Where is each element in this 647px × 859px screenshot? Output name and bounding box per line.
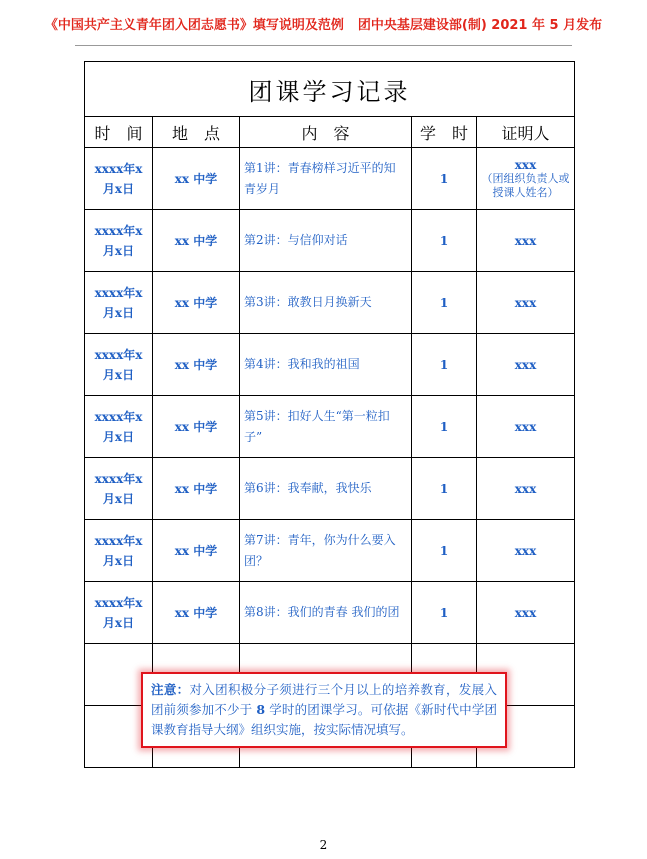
content-cell: 第3讲：敢教日月换新天 [240, 272, 412, 334]
table-row [85, 520, 575, 582]
date-cell: xxxx年x 月x日 [85, 148, 153, 210]
column-header-witness: 证明人 [477, 117, 575, 148]
note-label: 注意： [151, 682, 190, 697]
note-text-1: 对入团积极分子须进行三个月以上的培养教育，发展入团前须参加不少于 [151, 682, 497, 717]
table-row [85, 582, 575, 644]
document-header [0, 14, 647, 33]
place-cell: xx 中学 [153, 334, 240, 396]
content-cell: 第6讲：我奉献，我快乐 [240, 458, 412, 520]
table-title: 团课学习记录 [85, 62, 575, 117]
date-cell: xxxx年x 月x日 [85, 210, 153, 272]
content-cell: 第2讲：与信仰对话 [240, 210, 412, 272]
content-cell: 第1讲：青春榜样习近平的知青岁月 [240, 148, 412, 210]
date-cell: xxxx年x 月x日 [85, 334, 153, 396]
table-row [85, 148, 575, 210]
hours-cell: 1 [412, 334, 477, 396]
hours-cell: 1 [412, 582, 477, 644]
hours-cell: 1 [412, 520, 477, 582]
content-cell: 第5讲：扣好人生“第一粒扣子” [240, 396, 412, 458]
table-row [85, 458, 575, 520]
hours-cell: 1 [412, 272, 477, 334]
content-cell: 第7讲：青年，你为什么要入团？ [240, 520, 412, 582]
date-cell: xxxx年x 月x日 [85, 458, 153, 520]
header-publisher: 团中央基层建设部(制) 2021 年 5 月发布 [357, 18, 603, 33]
witness-cell: xxx （团组织负责人或授课人姓名） [477, 148, 575, 210]
column-header-content: 内 容 [240, 117, 412, 148]
place-cell: xx 中学 [153, 272, 240, 334]
hours-cell: 1 [412, 210, 477, 272]
place-cell: xx 中学 [153, 458, 240, 520]
witness-cell: xxx [477, 272, 575, 334]
table-row [85, 272, 575, 334]
note-text-2: 学时的团课学习。可依据《新时代中学团课教育指导大纲》组织实施，按实际情况填写。 [151, 702, 497, 737]
header-rule [75, 45, 572, 46]
content-cell: 第4讲：我和我的祖国 [240, 334, 412, 396]
column-header-time: 时 间 [85, 117, 153, 148]
header-title: 《中国共产主义青年团入团志愿书》填写说明及范例 [44, 18, 344, 33]
place-cell: xx 中学 [153, 582, 240, 644]
witness-cell: xxx [477, 396, 575, 458]
hours-cell: 1 [412, 396, 477, 458]
column-header-place: 地 点 [153, 117, 240, 148]
table-row [85, 210, 575, 272]
date-cell: xxxx年x 月x日 [85, 582, 153, 644]
hours-cell: 1 [412, 148, 477, 210]
witness-cell: xxx [477, 458, 575, 520]
attention-note [141, 672, 507, 748]
date-cell: xxxx年x 月x日 [85, 520, 153, 582]
place-cell: xx 中学 [153, 148, 240, 210]
column-header-hours: 学 时 [412, 117, 477, 148]
hours-cell: 1 [412, 458, 477, 520]
date-cell: xxxx年x 月x日 [85, 396, 153, 458]
witness-cell: xxx [477, 334, 575, 396]
place-cell: xx 中学 [153, 520, 240, 582]
page-number: 2 [319, 838, 328, 852]
table-row [85, 334, 575, 396]
witness-cell: xxx [477, 582, 575, 644]
witness-cell: xxx [477, 520, 575, 582]
content-cell: 第8讲：我们的青春 我们的团 [240, 582, 412, 644]
place-cell: xx 中学 [153, 396, 240, 458]
date-cell: xxxx年x 月x日 [85, 272, 153, 334]
witness-note: （团组织负责人或授课人姓名） [481, 171, 570, 199]
table-row [85, 396, 575, 458]
place-cell: xx 中学 [153, 210, 240, 272]
witness-cell: xxx [477, 210, 575, 272]
study-record-table [84, 61, 575, 768]
note-hours: 8 [256, 702, 266, 717]
